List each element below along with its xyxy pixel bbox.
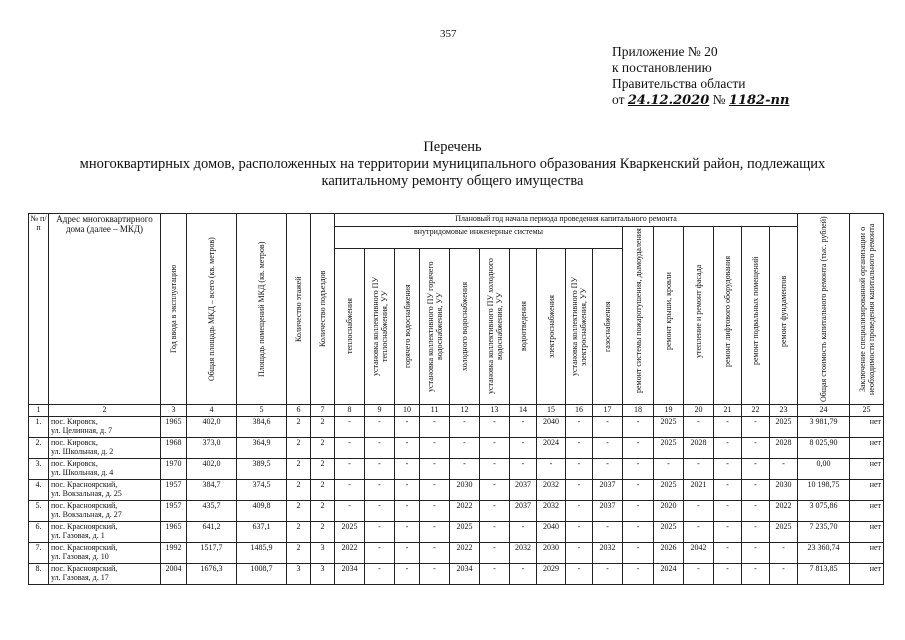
repair-year-c9: - bbox=[365, 501, 395, 522]
address-cell bbox=[49, 522, 161, 543]
repair-year-c20: 2021 bbox=[684, 480, 714, 501]
address-street: ул. Газовая, д. 17 bbox=[51, 573, 109, 582]
repair-year-c22: - bbox=[742, 543, 770, 564]
repair-year-c19: 2025 bbox=[654, 438, 684, 459]
floors-cell: 2 bbox=[287, 459, 311, 480]
year-cell: 1965 bbox=[161, 522, 187, 543]
header-c20: утепление и ремонт фасада bbox=[684, 227, 714, 405]
repair-year-c22: - bbox=[742, 564, 770, 585]
column-number: 23 bbox=[770, 405, 798, 417]
repair-year-c19: 2025 bbox=[654, 480, 684, 501]
header-c18: ремонт системы пожаротушения, дымоудаления bbox=[623, 227, 654, 405]
repair-year-c22: - bbox=[742, 501, 770, 522]
repair-year-c9: - bbox=[365, 417, 395, 438]
total-area-cell: 435,7 bbox=[187, 501, 237, 522]
table-row bbox=[29, 417, 884, 438]
repair-year-c19: 2025 bbox=[654, 522, 684, 543]
repair-year-c23: 2028 bbox=[770, 438, 798, 459]
address-cell bbox=[49, 564, 161, 585]
repair-year-c22: - bbox=[742, 522, 770, 543]
repair-year-c8: - bbox=[335, 480, 365, 501]
repair-year-c22: - bbox=[742, 480, 770, 501]
repair-year-c17: 2032 bbox=[593, 543, 623, 564]
header-c15: электроснабжения bbox=[537, 249, 566, 405]
repair-year-c19: 2025 bbox=[654, 417, 684, 438]
row-number: 7. bbox=[29, 543, 49, 564]
decree-date: 24.12.2020 bbox=[627, 93, 710, 108]
row-number: 8. bbox=[29, 564, 49, 585]
document-title bbox=[0, 139, 905, 190]
header-c12: холодного водоснабжения bbox=[450, 249, 480, 405]
header-internal-systems: внутридомовые инженерные системы bbox=[335, 227, 623, 249]
repair-year-c10: - bbox=[395, 543, 420, 564]
table-row bbox=[29, 543, 884, 564]
repair-year-c16: - bbox=[566, 564, 593, 585]
column-number: 7 bbox=[311, 405, 335, 417]
repair-year-c19: 2026 bbox=[654, 543, 684, 564]
header-c22: ремонт подвальных помещений bbox=[742, 227, 770, 405]
repair-year-c22: - bbox=[742, 459, 770, 480]
repair-year-c10: - bbox=[395, 501, 420, 522]
repair-year-c14: - bbox=[510, 564, 537, 585]
appendix-line-2: к постановлению bbox=[612, 60, 712, 75]
repair-year-c19: 2024 bbox=[654, 564, 684, 585]
repair-year-c11: - bbox=[420, 417, 450, 438]
header-address: Адрес многоквартирного дома (далее – МКД) bbox=[49, 214, 161, 405]
column-number: 2 bbox=[49, 405, 161, 417]
repair-year-c16: - bbox=[566, 501, 593, 522]
address-cell bbox=[49, 480, 161, 501]
column-number: 20 bbox=[684, 405, 714, 417]
premises-area-cell: 389,5 bbox=[237, 459, 287, 480]
conclusion-cell: нет bbox=[850, 417, 884, 438]
header-c9: установка коллективного ПУ теплоснабжения, УУ bbox=[365, 249, 395, 405]
repair-year-c18: - bbox=[623, 480, 654, 501]
entrances-cell: 3 bbox=[311, 564, 335, 585]
year-cell: 1965 bbox=[161, 417, 187, 438]
address-locality: пос. Красноярский, bbox=[51, 480, 118, 489]
total-area-cell: 402,0 bbox=[187, 417, 237, 438]
appendix-block bbox=[612, 44, 789, 109]
table-row bbox=[29, 438, 884, 459]
cost-cell: 7 235,70 bbox=[798, 522, 850, 543]
column-number: 24 bbox=[798, 405, 850, 417]
total-area-cell: 1676,3 bbox=[187, 564, 237, 585]
repair-year-c12: 2030 bbox=[450, 480, 480, 501]
repair-year-c16: - bbox=[566, 438, 593, 459]
repair-year-c16: - bbox=[566, 417, 593, 438]
row-number: 1. bbox=[29, 417, 49, 438]
header-c11: установка коллективного ПУ горячего водоснабжения, УУ bbox=[420, 249, 450, 405]
repair-year-c15: 2040 bbox=[537, 417, 566, 438]
year-cell: 1968 bbox=[161, 438, 187, 459]
buildings-table bbox=[28, 213, 884, 585]
repair-year-c17: - bbox=[593, 417, 623, 438]
repair-year-c17: 2037 bbox=[593, 501, 623, 522]
repair-year-c14: - bbox=[510, 417, 537, 438]
repair-year-c22: - bbox=[742, 417, 770, 438]
repair-year-c9: - bbox=[365, 543, 395, 564]
header-premises-area: Площадь помещений МКД (кв. метров) bbox=[237, 214, 287, 405]
address-street: ул. Вокзальная, д. 25 bbox=[51, 489, 122, 498]
repair-year-c13: - bbox=[480, 438, 510, 459]
repair-year-c12: 2022 bbox=[450, 543, 480, 564]
header-c10: горячего водоснабжения bbox=[395, 249, 420, 405]
repair-year-c18: - bbox=[623, 417, 654, 438]
total-area-cell: 384,7 bbox=[187, 480, 237, 501]
repair-year-c19: 2020 bbox=[654, 501, 684, 522]
column-number: 19 bbox=[654, 405, 684, 417]
repair-year-c21: - bbox=[714, 501, 742, 522]
table-row bbox=[29, 564, 884, 585]
repair-year-c14: 2037 bbox=[510, 501, 537, 522]
repair-year-c17: 2037 bbox=[593, 480, 623, 501]
header-conclusion: Заключение специализированной организации о необходимости проведения капитального ремонта bbox=[850, 214, 884, 405]
repair-year-c8: 2025 bbox=[335, 522, 365, 543]
address-street: ул. Вокзальная, д. 27 bbox=[51, 510, 122, 519]
header-planned-year: Плановый год начала периода проведения капитального ремонта bbox=[335, 214, 798, 227]
entrances-cell: 2 bbox=[311, 459, 335, 480]
repair-year-c18: - bbox=[623, 564, 654, 585]
address-locality: пос. Кировск, bbox=[51, 459, 98, 468]
title-line-3: капитальному ремонту общего имущества bbox=[321, 173, 584, 189]
repair-year-c18: - bbox=[623, 543, 654, 564]
conclusion-cell: нет bbox=[850, 501, 884, 522]
column-number: 8 bbox=[335, 405, 365, 417]
repair-year-c13: - bbox=[480, 480, 510, 501]
repair-year-c10: - bbox=[395, 522, 420, 543]
address-locality: пос. Кировск, bbox=[51, 438, 98, 447]
column-number: 10 bbox=[395, 405, 420, 417]
repair-year-c15: 2032 bbox=[537, 480, 566, 501]
repair-year-c8: 2034 bbox=[335, 564, 365, 585]
title-line-2: многоквартирных домов, расположенных на территории муниципального образования Кваркенский район, подлежащих bbox=[79, 156, 826, 172]
table-row bbox=[29, 501, 884, 522]
address-cell bbox=[49, 543, 161, 564]
repair-year-c19: - bbox=[654, 459, 684, 480]
appendix-line-1: Приложение № 20 bbox=[612, 44, 718, 59]
column-number: 5 bbox=[237, 405, 287, 417]
premises-area-cell: 384,6 bbox=[237, 417, 287, 438]
repair-year-c20: - bbox=[684, 522, 714, 543]
entrances-cell: 2 bbox=[311, 501, 335, 522]
row-number: 2. bbox=[29, 438, 49, 459]
conclusion-cell: нет bbox=[850, 480, 884, 501]
repair-year-c9: - bbox=[365, 522, 395, 543]
header-c21: ремонт лифтового оборудования bbox=[714, 227, 742, 405]
repair-year-c11: - bbox=[420, 438, 450, 459]
repair-year-c12: - bbox=[450, 438, 480, 459]
repair-year-c23: 2030 bbox=[770, 480, 798, 501]
address-street: ул. Школьная, д. 2 bbox=[51, 447, 114, 456]
repair-year-c21: - bbox=[714, 480, 742, 501]
repair-year-c13: - bbox=[480, 459, 510, 480]
repair-year-c11: - bbox=[420, 501, 450, 522]
floors-cell: 2 bbox=[287, 501, 311, 522]
header-c13: установка коллективного ПУ холодного водоснабжения, УУ bbox=[480, 249, 510, 405]
repair-year-c16: - bbox=[566, 459, 593, 480]
repair-year-c13: - bbox=[480, 564, 510, 585]
table-row bbox=[29, 459, 884, 480]
repair-year-c22: - bbox=[742, 438, 770, 459]
address-cell bbox=[49, 417, 161, 438]
row-number: 5. bbox=[29, 501, 49, 522]
conclusion-cell: нет bbox=[850, 564, 884, 585]
repair-year-c15: 2032 bbox=[537, 501, 566, 522]
total-area-cell: 1517,7 bbox=[187, 543, 237, 564]
repair-year-c10: - bbox=[395, 417, 420, 438]
table-row bbox=[29, 480, 884, 501]
header-c23: ремонт фундаментов bbox=[770, 227, 798, 405]
premises-area-cell: 1485,9 bbox=[237, 543, 287, 564]
premises-area-cell: 637,1 bbox=[237, 522, 287, 543]
header-c17: газоснабжения bbox=[593, 249, 623, 405]
repair-year-c17: - bbox=[593, 564, 623, 585]
cost-cell: 23 360,74 bbox=[798, 543, 850, 564]
address-locality: пос. Красноярский, bbox=[51, 522, 118, 531]
floors-cell: 2 bbox=[287, 480, 311, 501]
table-row bbox=[29, 522, 884, 543]
address-locality: пос. Красноярский, bbox=[51, 501, 118, 510]
address-cell bbox=[49, 501, 161, 522]
repair-year-c23: - bbox=[770, 564, 798, 585]
repair-year-c8: - bbox=[335, 501, 365, 522]
row-number: 4. bbox=[29, 480, 49, 501]
column-number: 22 bbox=[742, 405, 770, 417]
entrances-cell: 2 bbox=[311, 522, 335, 543]
repair-year-c20: - bbox=[684, 501, 714, 522]
floors-cell: 2 bbox=[287, 543, 311, 564]
repair-year-c18: - bbox=[623, 459, 654, 480]
repair-year-c11: - bbox=[420, 480, 450, 501]
address-cell bbox=[49, 459, 161, 480]
repair-year-c21: - bbox=[714, 543, 742, 564]
column-number: 18 bbox=[623, 405, 654, 417]
repair-year-c14: - bbox=[510, 459, 537, 480]
year-cell: 1957 bbox=[161, 480, 187, 501]
repair-year-c23: 2025 bbox=[770, 417, 798, 438]
repair-year-c21: - bbox=[714, 417, 742, 438]
conclusion-cell: нет bbox=[850, 459, 884, 480]
entrances-cell: 2 bbox=[311, 417, 335, 438]
repair-year-c11: - bbox=[420, 564, 450, 585]
premises-area-cell: 1008,7 bbox=[237, 564, 287, 585]
year-cell: 1970 bbox=[161, 459, 187, 480]
repair-year-c10: - bbox=[395, 438, 420, 459]
cost-cell: 3 075,86 bbox=[798, 501, 850, 522]
repair-year-c18: - bbox=[623, 438, 654, 459]
repair-year-c21: - bbox=[714, 522, 742, 543]
repair-year-c17: - bbox=[593, 438, 623, 459]
header-num: № п/п bbox=[29, 214, 49, 405]
number-sign: № bbox=[712, 92, 726, 107]
cost-cell: 7 813,85 bbox=[798, 564, 850, 585]
repair-year-c18: - bbox=[623, 501, 654, 522]
column-number: 16 bbox=[566, 405, 593, 417]
repair-year-c11: - bbox=[420, 459, 450, 480]
decree-number: 1182-пп bbox=[728, 93, 790, 108]
repair-year-c8: - bbox=[335, 417, 365, 438]
repair-year-c14: 2032 bbox=[510, 543, 537, 564]
repair-year-c11: - bbox=[420, 543, 450, 564]
repair-year-c12: 2025 bbox=[450, 522, 480, 543]
repair-year-c20: 2042 bbox=[684, 543, 714, 564]
column-number: 9 bbox=[365, 405, 395, 417]
row-number: 6. bbox=[29, 522, 49, 543]
column-number: 17 bbox=[593, 405, 623, 417]
address-locality: пос. Кировск, bbox=[51, 417, 98, 426]
repair-year-c8: - bbox=[335, 438, 365, 459]
repair-year-c20: - bbox=[684, 459, 714, 480]
repair-year-c16: - bbox=[566, 480, 593, 501]
repair-year-c8: - bbox=[335, 459, 365, 480]
total-area-cell: 373,0 bbox=[187, 438, 237, 459]
repair-year-c8: 2022 bbox=[335, 543, 365, 564]
column-number: 21 bbox=[714, 405, 742, 417]
repair-year-c21: - bbox=[714, 564, 742, 585]
repair-year-c21: - bbox=[714, 438, 742, 459]
address-street: ул. Целинная, д. 7 bbox=[51, 426, 113, 435]
repair-year-c15: 2030 bbox=[537, 543, 566, 564]
header-c14: водоотведения bbox=[510, 249, 537, 405]
repair-year-c20: 2028 bbox=[684, 438, 714, 459]
premises-area-cell: 364,9 bbox=[237, 438, 287, 459]
header-c16: установка коллективного ПУ электроснабжения, УУ bbox=[566, 249, 593, 405]
repair-year-c9: - bbox=[365, 480, 395, 501]
title-line-1: Перечень bbox=[423, 139, 482, 155]
appendix-line-3: Правительства области bbox=[612, 76, 746, 91]
page-number: 357 bbox=[440, 28, 457, 40]
entrances-cell: 3 bbox=[311, 543, 335, 564]
repair-year-c13: - bbox=[480, 501, 510, 522]
column-number: 25 bbox=[850, 405, 884, 417]
conclusion-cell: нет bbox=[850, 522, 884, 543]
floors-cell: 2 bbox=[287, 522, 311, 543]
cost-cell: 3 981,79 bbox=[798, 417, 850, 438]
repair-year-c15: - bbox=[537, 459, 566, 480]
address-street: ул. Газовая, д. 10 bbox=[51, 552, 109, 561]
entrances-cell: 2 bbox=[311, 438, 335, 459]
column-number: 11 bbox=[420, 405, 450, 417]
premises-area-cell: 409,8 bbox=[237, 501, 287, 522]
cost-cell: 10 198,75 bbox=[798, 480, 850, 501]
column-number: 4 bbox=[187, 405, 237, 417]
total-area-cell: 402,0 bbox=[187, 459, 237, 480]
repair-year-c9: - bbox=[365, 564, 395, 585]
total-area-cell: 641,2 bbox=[187, 522, 237, 543]
repair-year-c23: - bbox=[770, 543, 798, 564]
column-number: 3 bbox=[161, 405, 187, 417]
repair-year-c14: - bbox=[510, 522, 537, 543]
header-total-area: Общая площадь МКД – всего (кв. метров) bbox=[187, 214, 237, 405]
from-label: от bbox=[612, 92, 625, 107]
repair-year-c18: - bbox=[623, 522, 654, 543]
repair-year-c13: - bbox=[480, 522, 510, 543]
repair-year-c10: - bbox=[395, 480, 420, 501]
repair-year-c23: 2025 bbox=[770, 522, 798, 543]
repair-year-c9: - bbox=[365, 459, 395, 480]
repair-year-c13: - bbox=[480, 417, 510, 438]
repair-year-c12: 2034 bbox=[450, 564, 480, 585]
column-number: 13 bbox=[480, 405, 510, 417]
column-numbers-row bbox=[29, 405, 884, 417]
address-locality: пос. Красноярский, bbox=[51, 564, 118, 573]
repair-year-c9: - bbox=[365, 438, 395, 459]
header-c8: теплоснабжения bbox=[335, 249, 365, 405]
address-street: ул. Школьная, д. 4 bbox=[51, 468, 114, 477]
repair-year-c12: - bbox=[450, 417, 480, 438]
column-number: 15 bbox=[537, 405, 566, 417]
repair-year-c23: 2022 bbox=[770, 501, 798, 522]
column-number: 1 bbox=[29, 405, 49, 417]
repair-year-c17: - bbox=[593, 522, 623, 543]
repair-year-c14: 2037 bbox=[510, 480, 537, 501]
header-entrances: Количество подъездов bbox=[311, 214, 335, 405]
repair-year-c17: - bbox=[593, 459, 623, 480]
appendix-date-line bbox=[612, 92, 789, 109]
column-number: 12 bbox=[450, 405, 480, 417]
header-year: Год ввода в эксплуатацию bbox=[161, 214, 187, 405]
column-number: 14 bbox=[510, 405, 537, 417]
repair-year-c12: - bbox=[450, 459, 480, 480]
address-street: ул. Газовая, д. 1 bbox=[51, 531, 105, 540]
repair-year-c10: - bbox=[395, 459, 420, 480]
header-total-cost: Общая стоимость капитального ремонта (тыс. рублей) bbox=[798, 214, 850, 405]
floors-cell: 2 bbox=[287, 417, 311, 438]
address-locality: пос. Красноярский, bbox=[51, 543, 118, 552]
conclusion-cell: нет bbox=[850, 543, 884, 564]
repair-year-c15: 2040 bbox=[537, 522, 566, 543]
year-cell: 1957 bbox=[161, 501, 187, 522]
row-number: 3. bbox=[29, 459, 49, 480]
conclusion-cell: нет bbox=[850, 438, 884, 459]
cost-cell: 8 025,90 bbox=[798, 438, 850, 459]
floors-cell: 3 bbox=[287, 564, 311, 585]
premises-area-cell: 374,5 bbox=[237, 480, 287, 501]
year-cell: 1992 bbox=[161, 543, 187, 564]
repair-year-c14: - bbox=[510, 438, 537, 459]
repair-year-c20: - bbox=[684, 564, 714, 585]
entrances-cell: 2 bbox=[311, 480, 335, 501]
year-cell: 2004 bbox=[161, 564, 187, 585]
repair-year-c21: - bbox=[714, 459, 742, 480]
floors-cell: 2 bbox=[287, 438, 311, 459]
repair-year-c16: - bbox=[566, 543, 593, 564]
repair-year-c23: - bbox=[770, 459, 798, 480]
repair-year-c10: - bbox=[395, 564, 420, 585]
repair-year-c20: - bbox=[684, 417, 714, 438]
repair-year-c16: - bbox=[566, 522, 593, 543]
header-c19: ремонт крыши, кровли bbox=[654, 227, 684, 405]
repair-year-c13: - bbox=[480, 543, 510, 564]
repair-year-c11: - bbox=[420, 522, 450, 543]
cost-cell: 0,00 bbox=[798, 459, 850, 480]
repair-year-c12: 2022 bbox=[450, 501, 480, 522]
address-cell bbox=[49, 438, 161, 459]
header-floors: Количество этажей bbox=[287, 214, 311, 405]
column-number: 6 bbox=[287, 405, 311, 417]
repair-year-c15: 2024 bbox=[537, 438, 566, 459]
repair-year-c15: 2029 bbox=[537, 564, 566, 585]
